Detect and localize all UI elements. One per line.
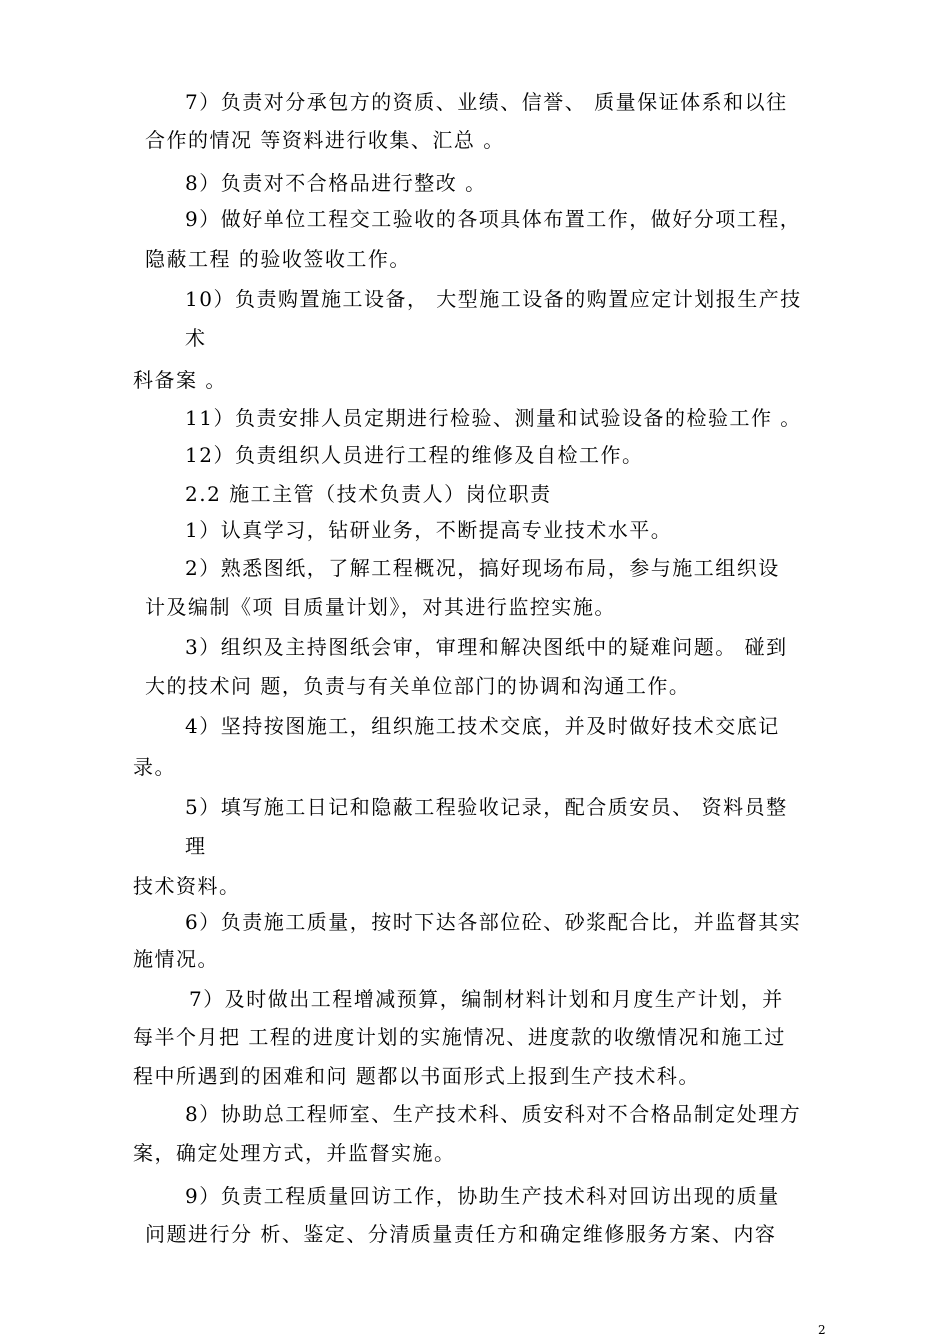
text-line: 1）认真学习，钻研业务，不断提高专业技术水平。 [185, 518, 673, 542]
text-line: 计及编制《项 目质量计划》，对其进行监控实施。 [145, 595, 616, 619]
text-line: 技术资料。 [133, 874, 241, 898]
text-line: 11）负责安排人员定期进行检验、测量和试验设备的检验工作 。 [185, 406, 802, 430]
text-line: 术 [185, 326, 207, 350]
text-line: 3）组织及主持图纸会审，审理和解决图纸中的疑难问题。 碰到 [185, 635, 788, 659]
text-line: 理 [185, 834, 207, 858]
text-line: 程中所遇到的困难和问 题都以书面形式上报到生产技术科。 [133, 1064, 700, 1088]
text-line: 8）负责对不合格品进行整改 。 [185, 171, 487, 195]
text-line: 科备案 。 [133, 368, 227, 392]
text-line: 7）负责对分承包方的资质、业绩、信誉、 质量保证体系和以往 [185, 90, 788, 114]
text-line: 10）负责购置施工设备， 大型施工设备的购置应定计划报生产技 [185, 287, 802, 311]
text-line: 6）负责施工质量，按时下达各部位砼、砂浆配合比，并监督其实 [185, 910, 802, 934]
text-line: 9）做好单位工程交工验收的各项具体布置工作，做好分项工程， [185, 207, 802, 231]
text-line: 8）协助总工程师室、生产技术科、质安科对不合格品制定处理方 [185, 1102, 802, 1126]
text-line: 2）熟悉图纸，了解工程概况，搞好现场布局，参与施工组织设 [185, 556, 780, 580]
text-line: 合作的情况 等资料进行收集、汇总 。 [145, 128, 505, 152]
text-line: 施情况。 [133, 947, 219, 971]
text-line: 4）坚持按图施工，组织施工技术交底，并及时做好技术交底记 [185, 714, 780, 738]
page-number: 2 [818, 1323, 826, 1337]
text-line: 9）负责工程质量回访工作，协助生产技术科对回访出现的质量 [185, 1184, 780, 1208]
text-line: 大的技术问 题，负责与有关单位部门的协调和沟通工作。 [145, 674, 691, 698]
section-heading: 2.2 施工主管（技术负责人）岗位职责 [185, 482, 552, 506]
text-line: 12）负责组织人员进行工程的维修及自检工作。 [185, 443, 644, 467]
text-line: 案，确定处理方式，并监督实施。 [133, 1141, 456, 1165]
text-line: 7）及时做出工程增减预算，编制材料计划和月度生产计划，并 [189, 987, 784, 1011]
text-line: 录。 [133, 755, 176, 779]
text-line: 每半个月把 工程的进度计划的实施情况、进度款的收缴情况和施工过 [133, 1025, 786, 1049]
text-line: 5）填写施工日记和隐蔽工程验收记录，配合质安员、 资料员整 [185, 795, 788, 819]
text-line: 隐蔽工程 的验收签收工作。 [145, 247, 411, 271]
text-line: 问题进行分 析、鉴定、分清质量责任方和确定维修服务方案、内容 [145, 1222, 777, 1246]
